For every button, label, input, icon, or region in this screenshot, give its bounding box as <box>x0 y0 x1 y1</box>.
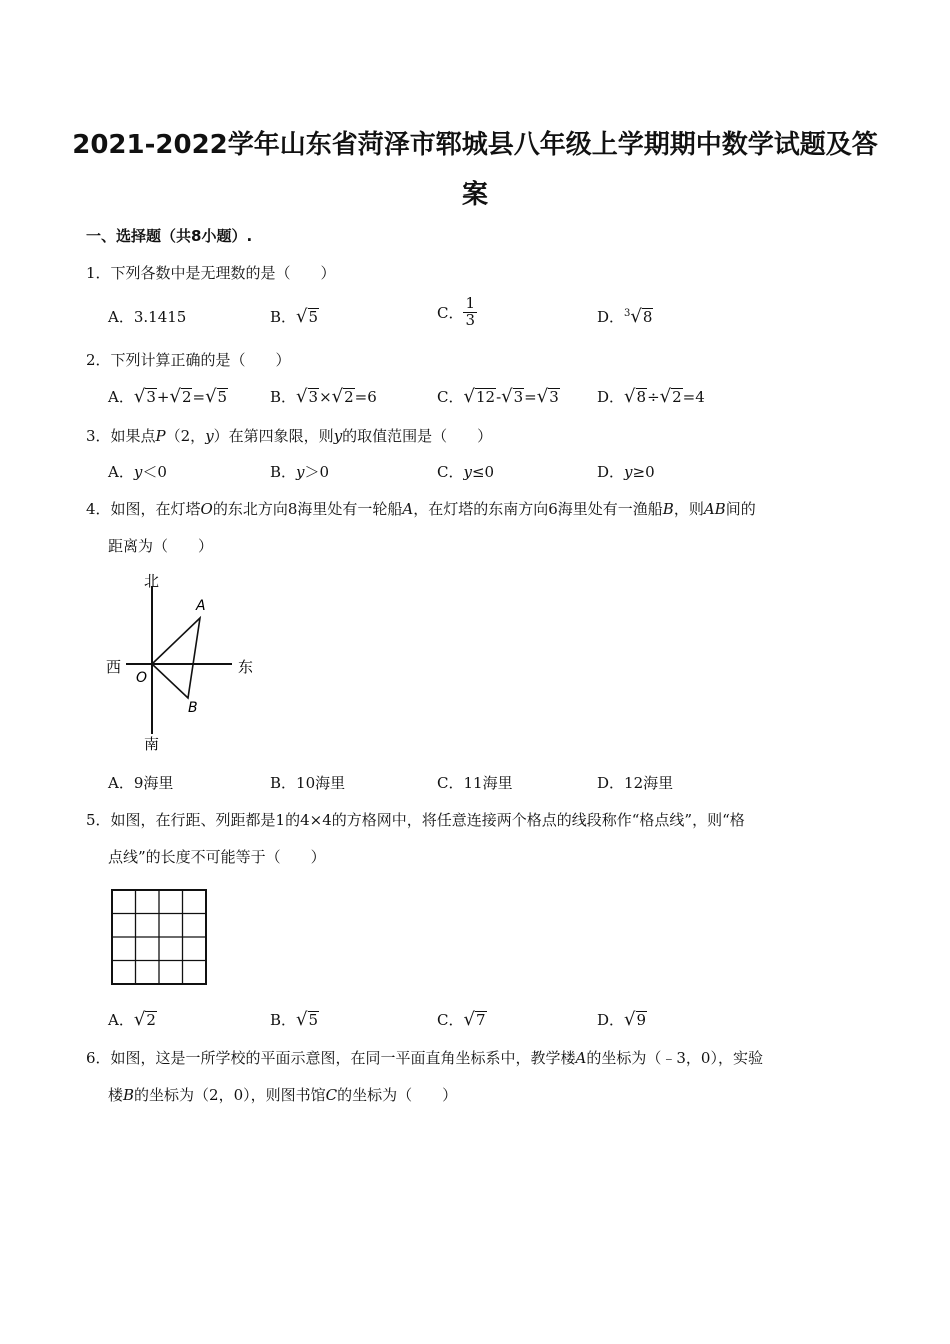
label-B: B <box>188 700 198 716</box>
question-6-text-line2: 楼B的坐标为（2，0），则图书馆C的坐标为（ ） <box>108 1086 458 1104</box>
q5-option-a: A．√2 <box>108 1009 156 1030</box>
q4-option-a: A．9海里 <box>108 774 174 792</box>
label-A: A <box>196 598 206 614</box>
label-west: 西 <box>106 658 122 676</box>
q5-option-b: B．√5 <box>270 1009 319 1030</box>
q2-option-d: D．√8÷√2=4 <box>597 386 705 407</box>
q1-b-radicand: 5 <box>308 308 319 326</box>
q5-grid-figure <box>111 889 209 987</box>
question-3-text: 3．如果点P（2，y）在第四象限，则y的取值范围是（ ） <box>86 427 493 445</box>
q4-option-b: B．10海里 <box>270 774 346 792</box>
q2-option-a: A．√3+√2=√5 <box>108 386 228 407</box>
question-1-text: 1．下列各数中是无理数的是（ ） <box>86 264 336 282</box>
question-2-text: 2．下列计算正确的是（ ） <box>86 351 291 369</box>
q5-option-c: C．√7 <box>437 1009 486 1030</box>
q3-option-d: D．y≥0 <box>597 463 655 481</box>
q1-option-d: D．$^3$√8 <box>597 306 653 327</box>
q3-option-a: A．y＜0 <box>108 463 167 481</box>
label-O: O <box>136 670 148 686</box>
q4-option-c: C．11海里 <box>437 774 513 792</box>
document-title-line1: 2021-2022学年山东省菏泽市郓城县八年级上学期期中数学试题及答 <box>72 130 878 160</box>
q4-compass-figure <box>100 566 270 756</box>
question-5-text-line1: 5．如图，在行距、列距都是1的4×4的方格网中，将任意连接两个格点的线段称作“格点线”，则“格 <box>86 811 745 829</box>
q3-option-b: B．y＞0 <box>270 463 330 481</box>
label-south: 南 <box>144 735 160 753</box>
section-heading: 一、选择题（共8小题）. <box>86 227 253 245</box>
label-east: 东 <box>238 658 254 676</box>
q4-option-d: D．12海里 <box>597 774 674 792</box>
q2-option-b: B．√3×√2=6 <box>270 386 377 407</box>
question-6-text-line1: 6．如图，这是一所学校的平面示意图，在同一平面直角坐标系中，教学楼A的坐标为（﹣3，0），实验 <box>86 1049 763 1067</box>
q3-option-c: C．y≤0 <box>437 463 495 481</box>
q2-option-c: C．√12-√3=√3 <box>437 386 559 407</box>
label-north: 北 <box>144 572 160 590</box>
triangle-OAB <box>152 618 200 698</box>
q1-c-fraction: $\frac{1}{3}$ <box>465 294 476 329</box>
q1-option-a: A．3.1415 <box>108 308 187 326</box>
q1-option-b: B．√5 <box>270 306 319 327</box>
question-5-text-line2: 点线”的长度不可能等于（ ） <box>108 848 326 866</box>
document-title-line2: 案 <box>461 180 488 210</box>
q1-option-c: C． $\frac{1}{3}$ <box>437 294 476 329</box>
question-4-text-line2: 距离为（ ） <box>108 537 214 555</box>
question-4-text-line1: 4．如图，在灯塔O的东北方向8海里处有一轮船A，在灯塔的东南方向6海里处有一渔船B，则AB间的 <box>86 500 756 518</box>
q5-option-d: D．√9 <box>597 1009 647 1030</box>
